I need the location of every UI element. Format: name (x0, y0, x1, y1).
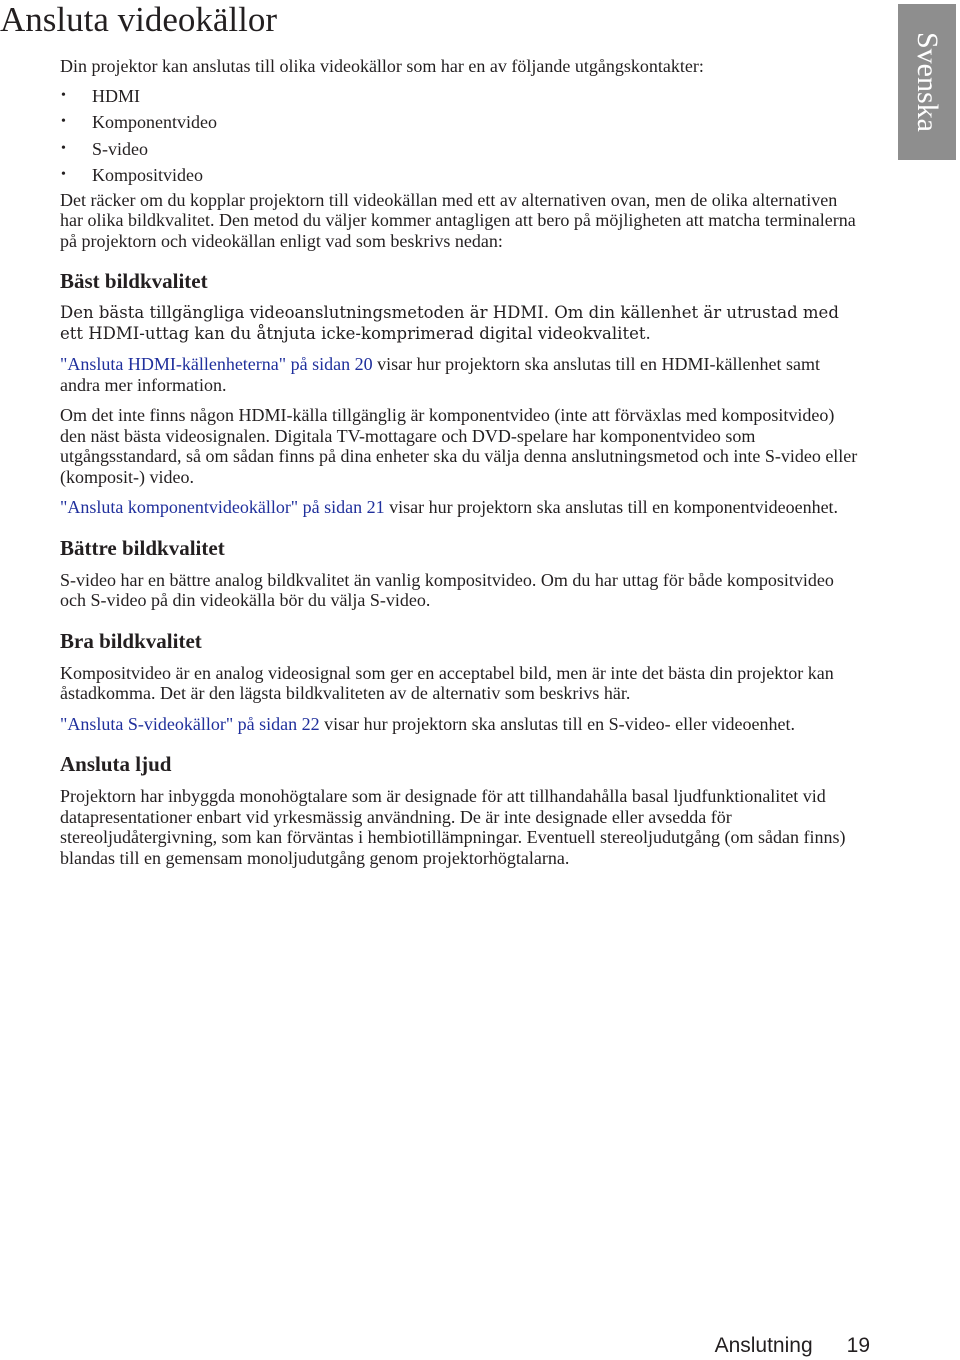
list-item: • HDMI (60, 83, 860, 110)
svideo-reference-paragraph (60, 714, 860, 735)
footer-section-name: Anslutning (714, 1334, 813, 1357)
list-item: • Kompositvideo (60, 162, 860, 189)
page-title: Ansluta videokällor (0, 0, 278, 39)
heading-connect-audio: Ansluta ljud (60, 752, 172, 776)
good-quality-paragraph: Kompositvideo är en analog videosignal som ger en acceptabel bild, men är inte det bästa din projektor kan åstadkomma. Det är den lägsta bildkvaliteten av de alternativ som beskrivs här. (60, 662, 834, 703)
best-quality-paragraph: Den bästa tillgängliga videoanslutningsmetoden är HDMI. Om din källenhet är utrustad med ett HDMI-uttag kan du åtnjuta icke-komprimerad digital videokvalitet. (60, 303, 839, 343)
intro-paragraph: Din projektor kan anslutas till olika videokällor som har en av följande utgångskontakter: (60, 56, 704, 76)
svideo-reference-text: visar hur projektorn ska anslutas till en S-video- eller videoenhet. (319, 713, 796, 734)
heading-better-quality: Bättre bildkvalitet (60, 535, 225, 560)
audio-paragraph: Projektorn har inbyggda monohögtalare som är designade för att tillhandahålla basal ljudfunktionalitet vid datapresentationer enbart vid yrkesmässig användning. De är inte designade eller avsedda för stereoljudåtergivning, som kan förväntas i hembiotillämpningar. Eventuell stereoljudutgång (om sådan finns) blandas till en gemensam monoljudutgång genom projektorhögtalarna. (60, 786, 846, 868)
list-item: • Komponentvideo (60, 109, 860, 136)
list-item: • S-video (60, 136, 860, 163)
hdmi-section-link[interactable]: "Ansluta HDMI-källenheterna" på sidan 20 (60, 354, 373, 374)
connector-list (60, 83, 860, 189)
quality-intro-paragraph: Det räcker om du kopplar projektorn till videokällan med ett av alternativen ovan, men de olika alternativen har olika bildkvalitet. Den metod du väljer kommer antagligen att bero på möjligheten att matcha terminalerna på projektorn och videokällan enligt vad som beskrivs nedan: (60, 189, 856, 251)
page-footer (715, 1334, 870, 1358)
hdmi-reference-text: visar hur projektorn ska anslutas till en HDMI-källenhet samt andra mer information. (60, 354, 821, 395)
heading-best-quality: Bäst bildkvalitet (60, 269, 208, 293)
page-content (60, 56, 860, 878)
component-section-link[interactable]: "Ansluta komponentvideokällor" på sidan 21 (60, 497, 385, 517)
better-quality-paragraph: S-video har en bättre analog bildkvalitet än vanlig kompositvideo. Om du har uttag för både kompositvideo och S-video på din videokälla bör du välja S-video. (60, 569, 834, 610)
component-reference-paragraph (60, 497, 860, 518)
language-side-tab (898, 4, 956, 160)
heading-good-quality: Bra bildkvalitet (60, 628, 202, 653)
language-tab-label: Svenska (911, 32, 944, 132)
component-reference-text: visar hur projektorn ska anslutas till en komponentvideoenhet. (384, 497, 839, 517)
component-paragraph: Om det inte finns någon HDMI-källa tillgänglig är komponentvideo (inte att förväxlas med kompositvideo) den näst bästa videosignalen. Digitala TV-mottagare och DVD-spelare har komponentvideo som utgångsstandard, så om sådan finns på dina enheter ska du välja denna anslutningsmetod och inte S-video eller (komposit-) video. (60, 405, 858, 487)
page-number: 19 (846, 1334, 870, 1357)
hdmi-reference-paragraph (60, 354, 860, 395)
svideo-section-link[interactable]: "Ansluta S-videokällor" på sidan 22 (60, 713, 320, 734)
